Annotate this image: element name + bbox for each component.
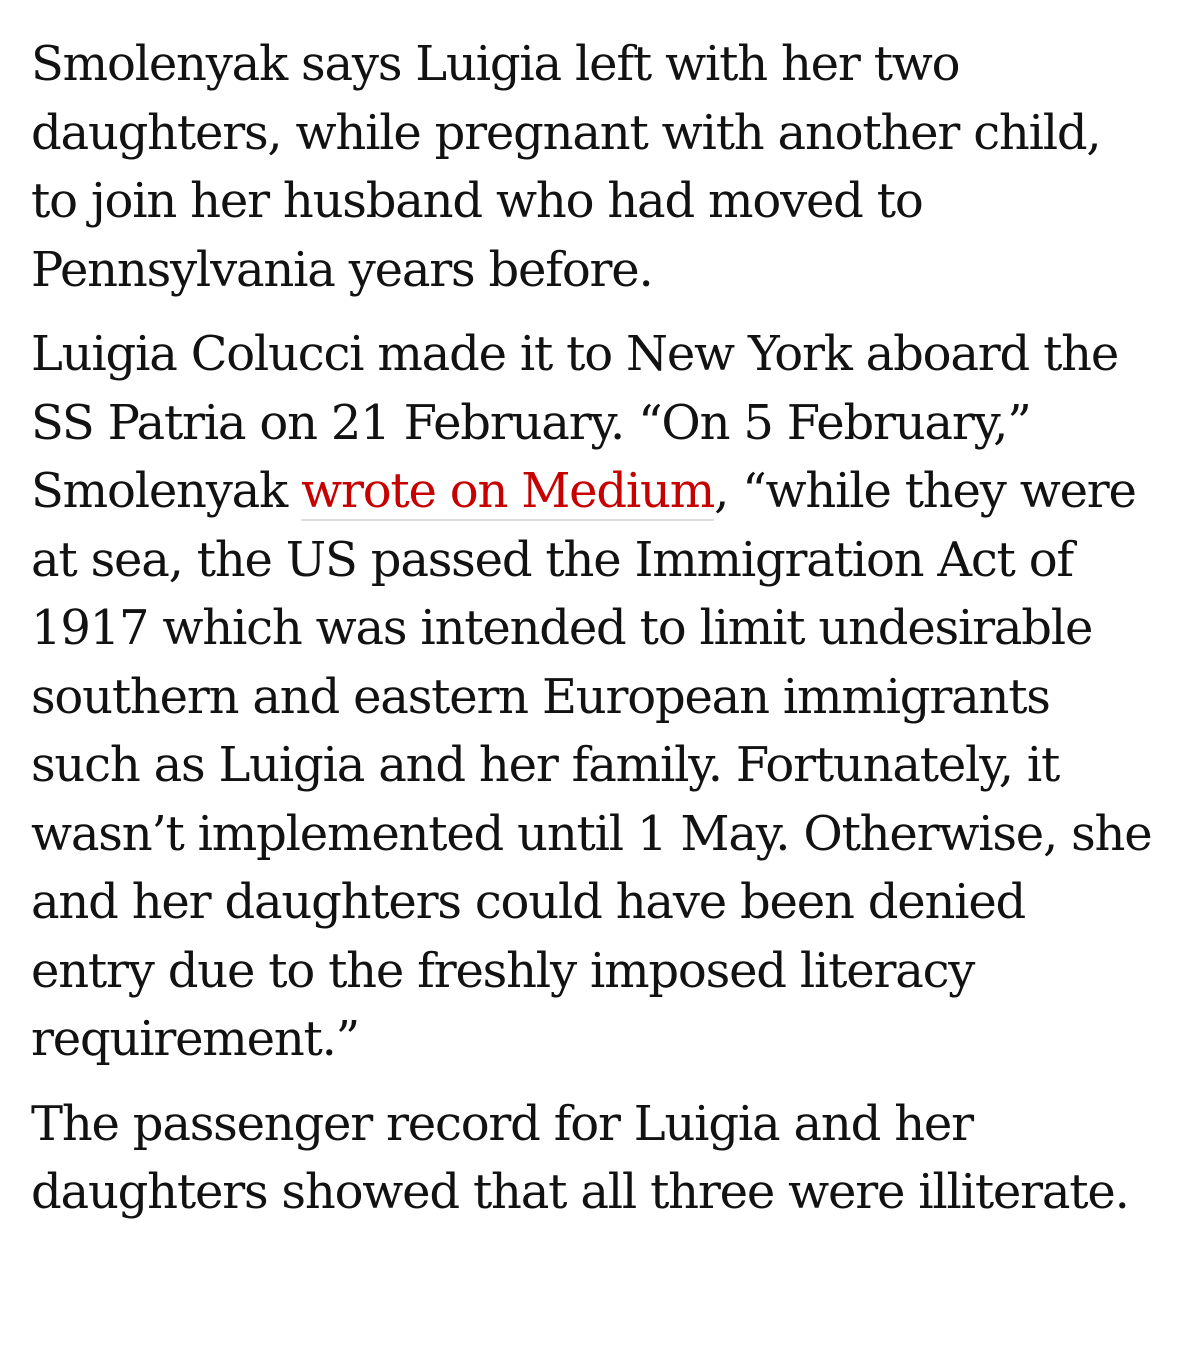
paragraph-2 bbox=[31, 320, 1156, 1074]
paragraph-3-text: The passenger record for Luigia and her daughters showed that all three were illiterate. bbox=[31, 1095, 1129, 1220]
paragraph-3 bbox=[31, 1090, 1156, 1227]
paragraph-2-text-before-link: Luigia Colucci made it to New York aboard the SS Patria on 21 February. “On 5 February,” Smolenyak bbox=[31, 326, 1119, 519]
medium-article-link[interactable]: wrote on Medium bbox=[301, 463, 715, 519]
paragraph-2-text-after-link: , “while they were at sea, the US passed the Immigration Act of 1917 which was intended to limit undesirable southern and eastern European immigrants such as Luigia and her family. Fortunately, it wasn’t implemented until 1 May. Otherwise, she and her daughters could have been denied entry due to the freshly imposed literacy requirement.” bbox=[31, 463, 1152, 1067]
paragraph-1 bbox=[31, 30, 1156, 304]
paragraph-1-text: Smolenyak says Luigia left with her two daughters, while pregnant with another child, to join her husband who had moved to Pennsylvania years before. bbox=[31, 36, 1101, 298]
article-body bbox=[31, 30, 1156, 1243]
